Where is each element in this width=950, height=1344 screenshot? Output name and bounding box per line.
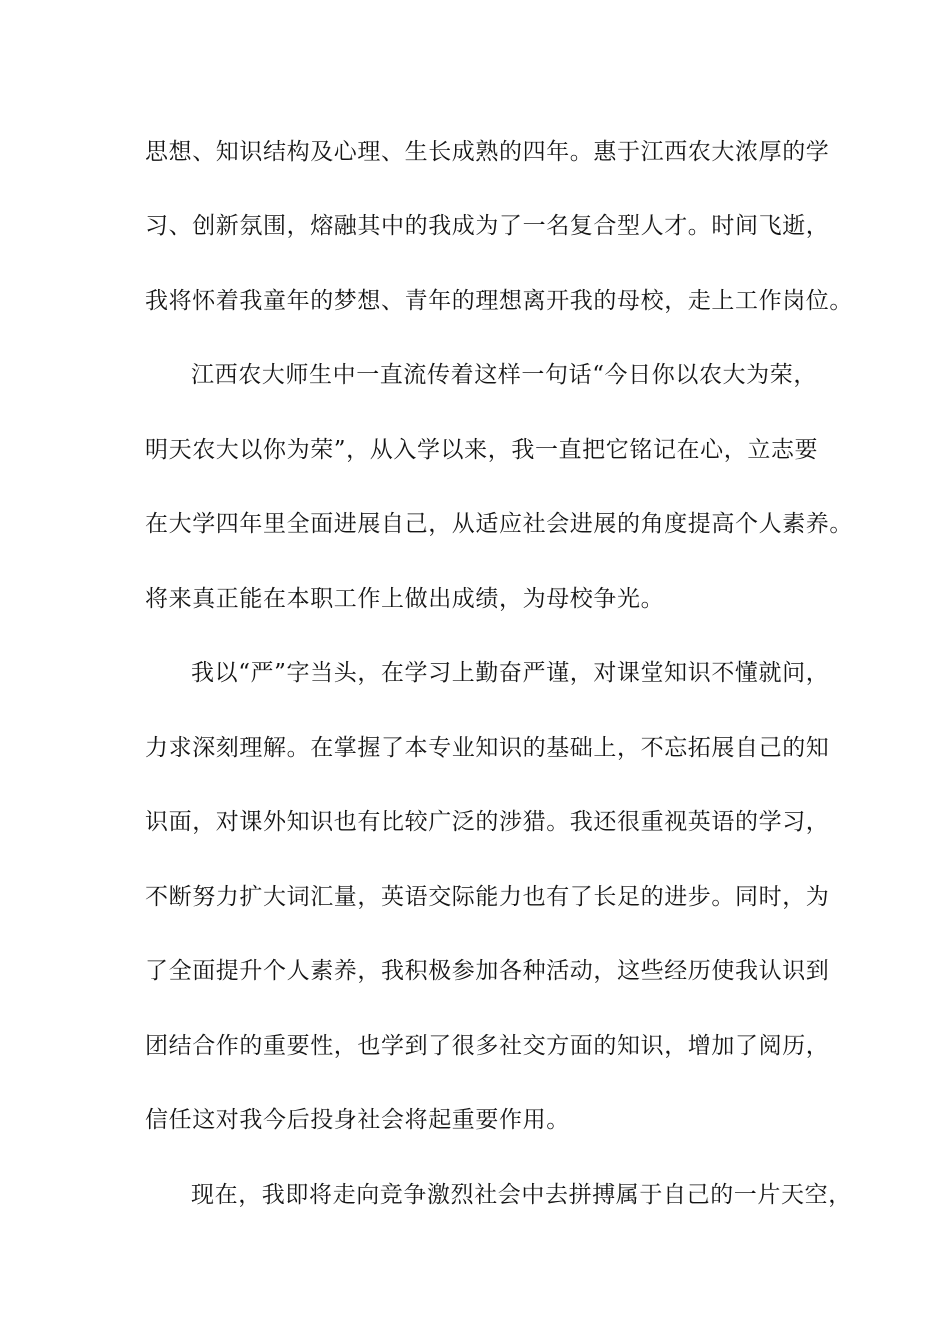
text-line: 我将怀着我童年的梦想、青年的理想离开我的母校，走上工作岗位。 [145,288,853,314]
text-line: 将来真正能在本职工作上做出成绩，为母校争光。 [145,586,665,612]
text-line: 习、创新氛围，熔融其中的我成为了一名复合型人才。时间飞逝， [145,213,830,239]
paragraph-first-line: 江西农大师生中一直流传着这样一句话“今日你以农大为荣， [191,362,817,388]
text-line: 力求深刻理解。在掌握了本专业知识的基础上，不忘拓展自己的知 [145,735,830,761]
text-line: 在大学四年里全面进展自己，从适应社会进展的角度提高个人素养。 [145,511,853,537]
text-line: 识面，对课外知识也有比较广泛的涉猎。我还很重视英语的学习， [145,809,830,835]
paragraph-first-line: 现在，我即将走向竞争激烈社会中去拼搏属于自己的一片天空， [191,1182,852,1208]
text-line: 思想、知识结构及心理、生长成熟的四年。惠于江西农大浓厚的学 [145,139,830,165]
text-line: 了全面提升个人素养，我积极参加各种活动，这些经历使我认识到 [145,958,830,984]
text-line: 团结合作的重要性，也学到了很多社交方面的知识，增加了阅历， [145,1033,830,1059]
text-line: 不断努力扩大词汇量，英语交际能力也有了长足的进步。同时，为 [145,884,830,910]
text-line: 信任这对我今后投身社会将起重要作用。 [145,1107,570,1133]
paragraph-first-line: 我以“严”字当头，在学习上勤奋严谨，对课堂知识不懂就问， [191,660,830,686]
text-line: 明天农大以你为荣”，从入学以来，我一直把它铭记在心，立志要 [145,437,819,463]
